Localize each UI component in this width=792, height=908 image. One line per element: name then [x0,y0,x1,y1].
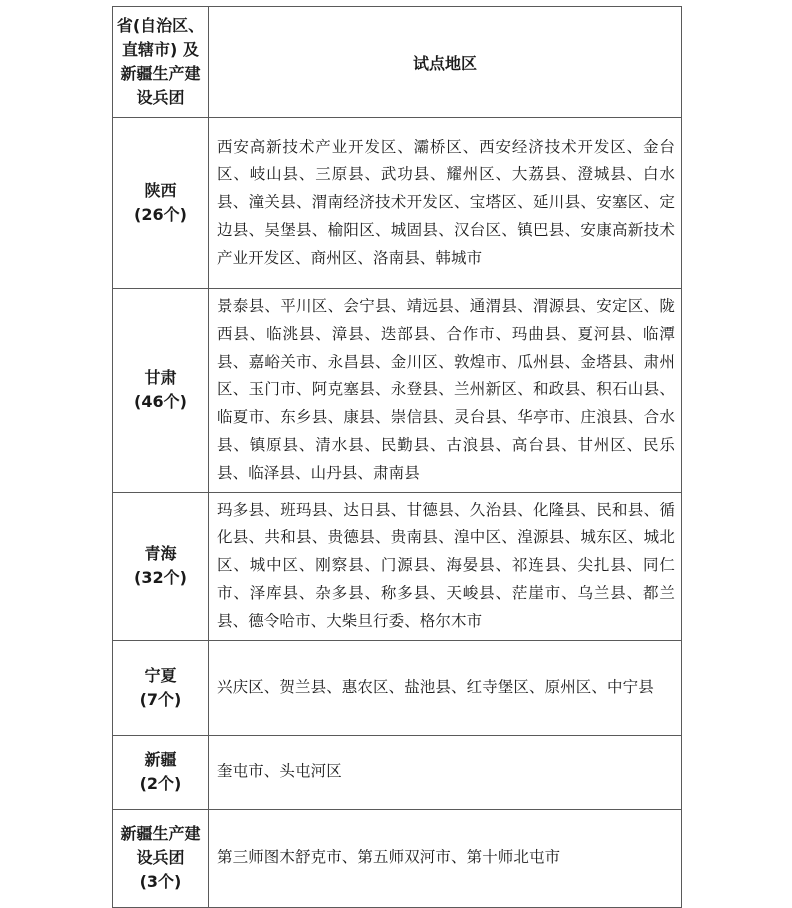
header-line: 省(自治区、 [116,16,205,35]
province-cell [113,289,209,493]
province-count: (7个) [139,689,182,709]
table-row [113,289,682,493]
province-name: 陕西 [144,181,177,200]
province-cell [113,118,209,289]
table-row [113,492,682,640]
province-count: (32个) [134,568,187,588]
province-name: 新疆生产建 [120,824,201,844]
province-name: 青海 [144,544,177,564]
province-cell [113,735,209,809]
table-row [113,809,682,907]
province-count: (46个) [134,392,187,412]
areas-cell: 兴庆区、贺兰县、惠农区、盐池县、红寺堡区、原州区、中宁县 [209,640,682,735]
province-count: (3个) [139,872,182,892]
areas-column-header: 试点地区 [209,7,682,118]
table-row [113,118,682,289]
province-count: (26个) [134,205,187,224]
province-name: 设兵团 [136,848,185,868]
areas-cell: 玛多县、班玛县、达日县、甘德县、久治县、化隆县、民和县、循化县、共和县、贵德县、贵南县、湟中区、湟源县、城东区、城北区、城中区、刚察县、门源县、海晏县、祁连县、尖扎县、同仁市、泽库县、杂多县、称多县、天峻县、茫崖市、乌兰县、都兰县、德令哈市、大柴旦行委、格尔木市 [209,492,682,640]
province-cell [113,640,209,735]
table-header-row [113,7,682,118]
province-cell [113,809,209,907]
province-column-header [113,7,209,118]
province-cell [113,492,209,640]
areas-cell: 西安高新技术产业开发区、灞桥区、西安经济技术开发区、金台区、岐山县、三原县、武功县、耀州区、大荔县、澄城县、白水县、潼关县、渭南经济技术开发区、宝塔区、延川县、安塞区、定边县、吴堡县、榆阳区、城固县、汉台区、镇巴县、安康高新技术产业开发区、商州区、洛南县、韩城市 [209,118,682,289]
areas-cell: 第三师图木舒克市、第五师双河市、第十师北屯市 [209,809,682,907]
pilot-areas-table [112,6,682,908]
header-line: 新疆生产建 [120,64,201,83]
table-row [113,735,682,809]
province-name: 宁夏 [144,665,177,685]
header-line: 直辖市) 及 [122,40,199,59]
province-count: (2个) [139,774,182,794]
areas-cell: 奎屯市、头屯河区 [209,735,682,809]
header-line: 设兵团 [136,88,185,107]
province-name: 新疆 [144,750,177,770]
areas-cell: 景泰县、平川区、会宁县、靖远县、通渭县、渭源县、安定区、陇西县、临洮县、漳县、迭部县、合作市、玛曲县、夏河县、临潭县、嘉峪关市、永昌县、金川区、敦煌市、瓜州县、金塔县、肃州区、玉门市、阿克塞县、永登县、兰州新区、和政县、积石山县、临夏市、东乡县、康县、崇信县、灵台县、华亭市、庄浪县、合水县、镇原县、清水县、民勤县、古浪县、高台县、甘州区、民乐县、临泽县、山丹县、肃南县 [209,289,682,493]
table-row [113,640,682,735]
province-name: 甘肃 [144,368,177,388]
